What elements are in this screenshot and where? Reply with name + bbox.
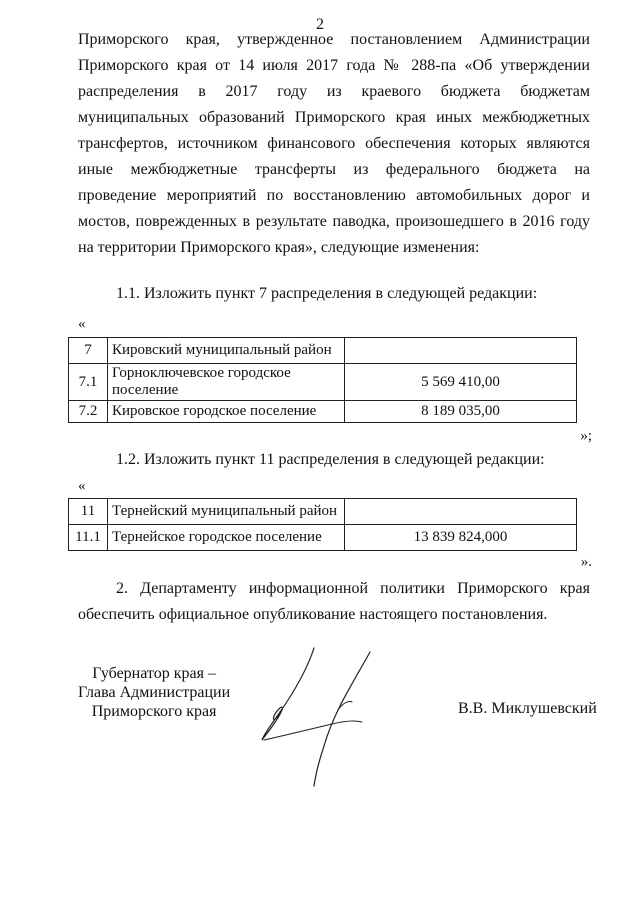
page-number: 2 [316, 16, 324, 33]
signatory-title-line: Глава Администрации [78, 684, 231, 701]
distribution-table-1-1 [68, 337, 577, 423]
row-number: 7.2 [69, 401, 108, 423]
row-name: Тернейское городское поселение [108, 525, 345, 551]
handwritten-signature-icon [252, 640, 372, 790]
row-name: Горноключевское городское поселение [108, 364, 345, 401]
signatory-title-line: Губернатор края – [92, 665, 216, 682]
table-row [69, 525, 577, 551]
section-1-2-open-quote: « [78, 478, 86, 494]
row-name: Кировское городское поселение [108, 401, 345, 423]
row-number: 11 [69, 499, 108, 525]
table-row [69, 401, 577, 423]
item-2-paragraph: 2. Департаменту информационной политики Приморского края обеспечить официальное опубликование настоящего постановления. [78, 580, 590, 623]
distribution-table-1-2 [68, 498, 577, 551]
row-name: Тернейский муниципальный район [108, 499, 345, 525]
section-1-1-heading: 1.1. Изложить пункт 7 распределения в следующей редакции: [116, 285, 538, 302]
section-1-2-heading: 1.2. Изложить пункт 11 распределения в следующей редакции: [116, 451, 545, 468]
signatory-title-line: Приморского края [91, 703, 217, 720]
row-number: 7 [69, 338, 108, 364]
section-1-1-close-quote: »; [580, 428, 592, 444]
row-number: 11.1 [69, 525, 108, 551]
row-amount [345, 499, 577, 525]
section-1-1-open-quote: « [78, 316, 86, 332]
row-amount: 5 569 410,00 [345, 364, 577, 401]
intro-paragraph: Приморского края, утвержденное постановлением Администрации Приморского края от 14 июля 2017 года № 288-па «Об утверждении распределения в 2017 году из краевого бюджета бюджетам муниципальных образований Приморского края иных межбюджетных трансфертов, источником финансового обеспечения которых являются иные межбюджетные трансферты из федерального бюджета на проведение мероприятий по восстановлению автомобильных дорог и мостов, поврежденных в результате паводка, произошедшего в 2016 году на территории Приморского края», следующие изменения: [78, 31, 590, 256]
row-name: Кировский муниципальный район [108, 338, 345, 364]
signatory-name: В.В. Миклушевский [458, 700, 597, 717]
section-1-2-close-quote: ». [580, 554, 592, 570]
table-row [69, 338, 577, 364]
row-amount: 13 839 824,000 [345, 525, 577, 551]
signatory-title [78, 664, 230, 721]
row-amount [345, 338, 577, 364]
row-number: 7.1 [69, 364, 108, 401]
table-row [69, 499, 577, 525]
row-amount: 8 189 035,00 [345, 401, 577, 423]
table-row [69, 364, 577, 401]
